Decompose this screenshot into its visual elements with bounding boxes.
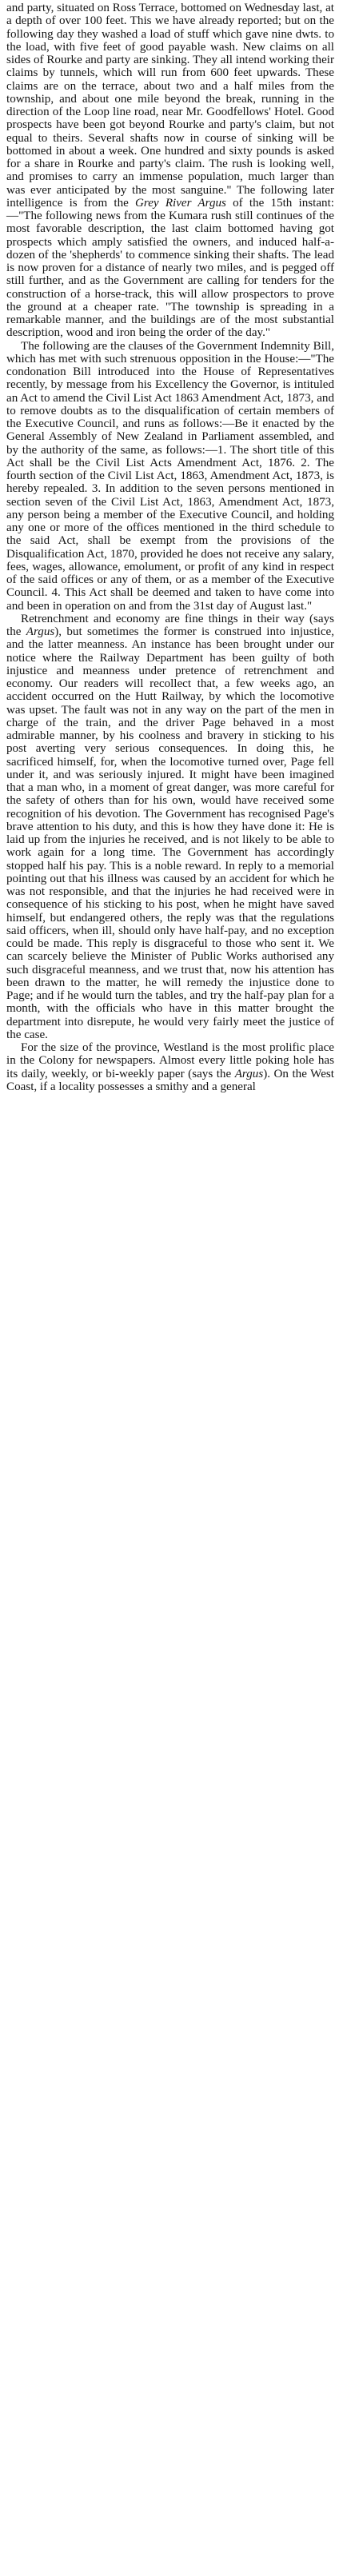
paragraph-kumara-rush-tail: of the 15th instant:—"The following news from the Kumara rush still continues of the most favorable description, the last claim bottomed having got prospects which amply satisfied the owners, and induced half-a-dozen of the 'shepherds' to commence sinking their shafts. The lead is now proven for a distance of nearly two miles, and is pegged off still further, and as the Government are calling for tenders for the construction of a horse-track, this will allow prospectors to prove the ground at a cheaper rate. "The township is spreading in a remarkable manner, and the buildings are of the most substantial description, wood and iron being the order of the day." [6, 196, 334, 340]
paragraph-westland-body: ). On the West Coast, if a locality possesses a smithy and a general [6, 1067, 334, 1093]
paragraph-retrenchment [6, 613, 334, 1041]
newspaper-title-argus-2: Argus [234, 1067, 264, 1080]
paragraph-retrenchment-body: ), but sometimes the former is construed into injustice, and the latter meanness. An instance has been brought under our notice where the Railway Department has been guilty of both injustice and meanness under pretence of retrenchment and economy. Our readers will recollect that, a few weeks ago, an accident occurred on the Hutt Railway, by which the locomotive was upset. The fault was not in any way on the part of the men in charge of the train, and the driver Page behaved in a most admirable manner, by his coolness and bravery in sticking to his post averting very serious consequences. In doing this, he sacrificed himself, for, when the locomotive turned over, Page fell under it, and was seriously injured. It might have been imagined that a man who, in a moment of great danger, was more careful for the safety of others than for his own, would have received some recognition of his devotion. The Government has recognised Page's brave attention to his duty, and this is how they have done it: He is laid up from the injuries he received, and is not likely to be able to work again for a long time. The Government has accordingly stopped half his pay. This is a noble reward. In reply to a memorial pointing out that his illness was caused by an accident for which he was not responsible, and that the injuries he had received were in consequence of his sticking to his post, when he might have saved himself, but endangered others, the reply was that the regulations said officers, when ill, should only have half-pay, and no exception could be made. This reply is disgraceful to those who sent it. We can scarcely believe the Minister of Public Works authorised any such disgraceful meanness, and we trust that, now his attention has been drawn to the matter, he will remedy the injustice done to Page; and if he would turn the tables, and try the half-pay plan for a month, with the officials who have in this matter brought the department into disrepute, he would very fairly meet the justice of the case. [6, 625, 334, 1041]
newspaper-title-grey-river-argus: Grey River Argus [135, 196, 226, 210]
paragraph-indemnity-bill: The following are the clauses of the Government Indemnity Bill, which has met with such strenuous opposition in the House:—"The condonation Bill introduced into the House of Representatives recently, by message from his Excellency the Governor, is intituled an Act to amend the Civil List Act 1863 Amendment Act, 1873, and to remove doubts as to the disqualification of certain members of the Executive Council, and runs as follows:—Be it enacted by the General Assembly of New Zealand in Parliament assembled, and by the authority of the same, as follows:—1. The short title of this Act shall be the Civil List Acts Amendment Act, 1876. 2. The fourth section of the Civil List Act, 1863, Amendment Act, 1873, is hereby repealed. 3. In addition to the seven persons mentioned in section seven of the Civil List Act, 1863, Amendment Act, 1873, any person being a member of the Executive Council, and holding any one or more of the offices mentioned in the third schedule to the said Act, shall be exempt from the provisions of the Disqualification Act, 1870, provided he does not receive any salary, fees, wages, allowance, emolument, or profit of any kind in respect of the said offices or any of them, or as a member of the Executive Council. 4. This Act shall be deemed and taken to have come into and been in operation on and from the 31st day of August last." [6, 339, 334, 613]
paragraph-kumara-rush [6, 2, 334, 340]
newspaper-column [0, 0, 339, 1093]
paragraph-westland-newspapers [6, 1041, 334, 1093]
paragraph-kumara-rush-text: and party, situated on Ross Terrace, bottomed on Wednesday last, at a depth of over 100 feet. This we have already reported; but on the following day they washed a load of stuff which gave nine dwts. to the load, with five feet of good payable wash. New claims on all sides of Rourke and party are sinking. They all intend working their claims by tunnels, which will run from 600 feet upwards. These claims are on the terrace, about two and a half miles from the township, and about one mile beyond the break, running in the direction of the Loop line road, near Mr. Goodfellows' Hotel. Good prospects have been got beyond Rourke and party's claim, but not equal to theirs. Several shafts now in course of sinking will be bottomed in about a week. One hundred and sixty pounds is asked for a share in Rourke and party's claim. The rush is looking well, and promises to carry an immense population, much larger than was ever anticipated by the most sanguine." The following later intelligence is from the [6, 2, 334, 210]
paragraph-westland-intro: For the size of the province, Westland is the most prolific place in the Colony for newspapers. Almost every little poking hole has its daily, weekly, or bi-weekly paper (says the [6, 1041, 334, 1080]
newspaper-title-argus: Argus [26, 625, 55, 638]
paragraph-retrenchment-intro: Retrenchment and economy are fine things in their way (says the [6, 612, 334, 638]
